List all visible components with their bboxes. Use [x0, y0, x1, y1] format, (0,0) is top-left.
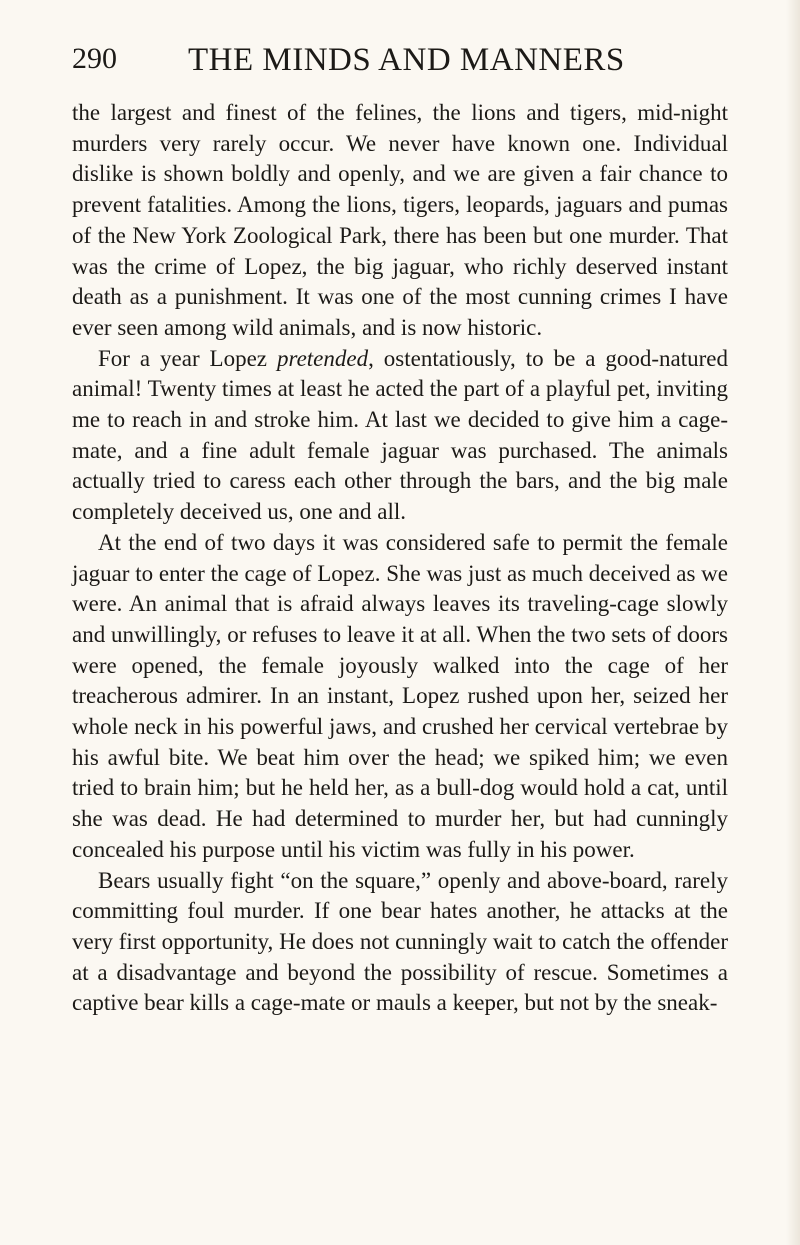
running-head [72, 42, 728, 82]
page-number: 290 [72, 42, 117, 75]
paragraph-2-emphasis: pretended [276, 345, 369, 371]
paragraph-2 [72, 344, 728, 528]
paragraph-4: Bears usually fight “on the square,” openly and above-board, rarely committing foul murder. If one bear hates another, he attacks at the very first opportunity, He does not cunningly wait to catch the offender at a disadvantage and beyond the possibility of rescue. Sometimes a captive bear kills a cage-mate or mauls a keeper, but not by the sneak- [72, 867, 728, 1016]
page-edge-shadow [786, 0, 800, 1245]
paragraph-2-start: For a year Lopez [98, 345, 277, 371]
paragraph-1: the largest and finest of the felines, the lions and tigers, mid-night murders very rarely occur. We never have known one. Individual dislike is shown boldly and openly, and we are given a fair chance to prevent fatalities. Among the lions, tigers, leopards, jaguars and pumas of the New York Zoological Park, there has been but one murder. That was the crime of Lopez, the big jaguar, who richly deserved instant death as a punishment. It was one of the most cunning crimes I have ever seen among wild animals, and is now historic. [72, 100, 728, 340]
paragraph-2-end: , ostentatiously, to be a good-natured animal! Twenty times at least he acted the part of a playful pet, inviting me to reach in and stroke him. At last we decided to give him a cage-mate, and a fine adult female jaguar was purchased. The animals actually tried to caress each other through the bars, and the big male completely deceived us, one and all. [72, 345, 728, 525]
body-text [72, 98, 728, 1019]
page-header-title: THE MINDS AND MANNERS [188, 42, 625, 78]
paragraph-3: At the end of two days it was considered safe to permit the female jaguar to enter the cage of Lopez. She was just as much deceived as we were. An animal that is afraid always leaves its traveling-cage slowly and unwillingly, or refuses to leave it at all. When the two sets of doors were opened, the female joyously walked into the cage of her treacherous admirer. In an instant, Lopez rushed upon her, seized her whole neck in his powerful jaws, and crushed her cervical vertebrae by his awful bite. We beat him over the head; we spiked him; we even tried to brain him; but he held her, as a bull-dog would hold a cat, until she was dead. He had determined to murder her, but had cunningly concealed his purpose until his victim was fully in his power. [72, 529, 728, 862]
